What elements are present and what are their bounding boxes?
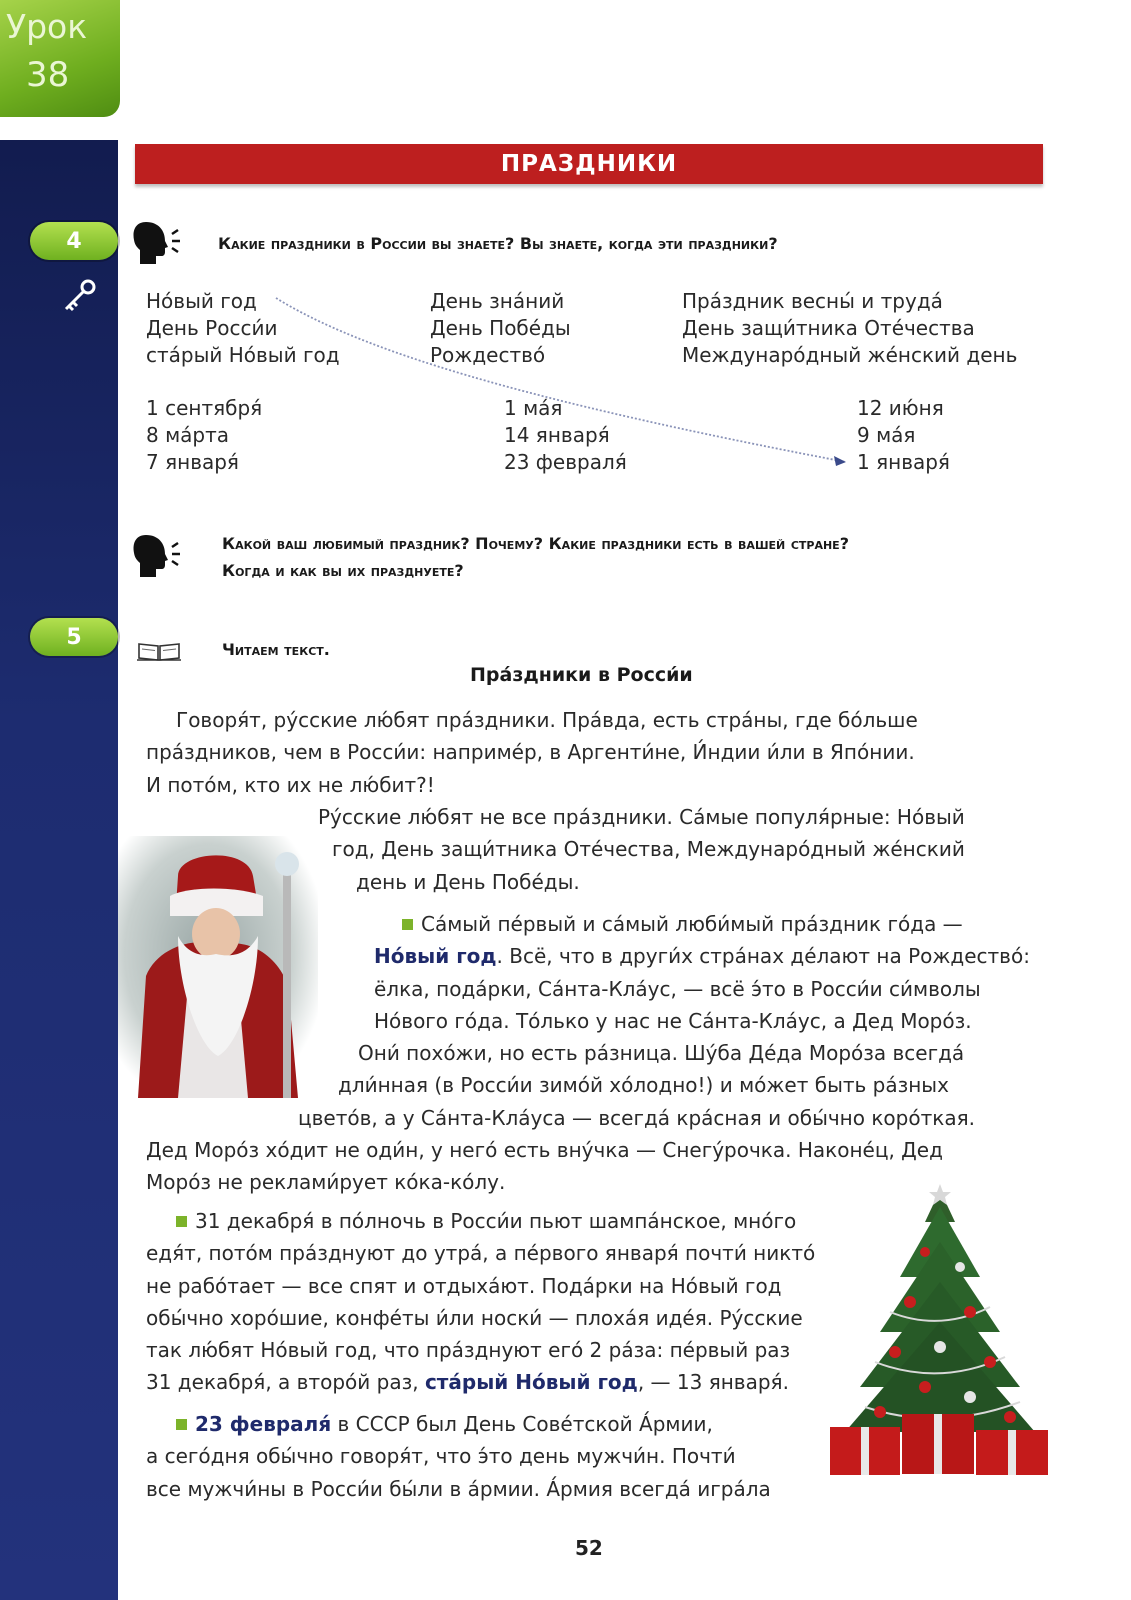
exercise-4-badge: 4 — [30, 222, 118, 260]
exercise-4-instruction: Какие праздники в России вы знаете? Вы знаете, когда эти праздники? — [218, 234, 778, 253]
date-item: 1 сентября́ — [146, 396, 263, 420]
date-item: 14 января́ — [504, 423, 610, 447]
holiday-item: ста́рый Но́вый год — [146, 343, 340, 367]
date-item: 7 января́ — [146, 450, 239, 474]
paragraph-1: Говоря́т, ру́сские лю́бят пра́здники. Пра́вда, есть стра́ны, где бо́льше пра́здников, чем в Росси́и: наприме́р, в Аргенти́не, И́ндии и́ли в Япо́нии. И пото́м, кто их не лю́бит?! — [146, 708, 918, 797]
bullet-marker — [176, 1216, 187, 1227]
holiday-item: Рождество́ — [430, 343, 546, 367]
page-title: ПРАЗДНИКИ — [500, 151, 678, 177]
holiday-item: День защи́тника Оте́чества — [682, 316, 975, 340]
date-item: 8 ма́рта — [146, 423, 230, 447]
paragraph-5: 23 февраля́ в СССР был День Сове́тской А́рмии, а сего́дня обы́чно говоря́т, что э́то день мужчи́н. Почти́ все мужчи́ны в Росси́и бы́ли в а́рмии. А́рмия всегда́ игра́ла — [146, 1412, 771, 1501]
holiday-item: Пра́здник весны́ и труда́ — [682, 289, 943, 313]
date-item: 12 ию́ня — [857, 396, 944, 420]
highlight-term: Но́вый год — [374, 944, 497, 969]
date-item: 1 января́ — [857, 450, 950, 474]
holiday-item: День Побе́ды — [430, 316, 571, 340]
highlight-term: 23 февраля́ — [195, 1412, 332, 1436]
lesson-number: 38 — [26, 55, 70, 95]
holiday-item: Междунаро́дный же́нский день — [682, 343, 1018, 367]
reading-title: Пра́здники в Росси́и — [470, 664, 693, 686]
paragraph-4: 31 декабря́ в по́лночь в Росси́и пьют шампа́нское, мно́го едя́т, пото́м пра́зднуют до утра́, а пе́рвого января́ почти́ никто́ не рабо́тает — все спят и отдыха́ют. Пода́рки на Но́вый год обы́чно хоро́шие, конфе́ты и́ли носки́ — плоха́я иде́я. Ру́сские так лю́бят Но́вый год, что пра́зднуют его́ 2 ра́за: пе́рвый раз 31 декабря́, а второ́й раз, ста́рый Но́вый год, — 13 января́. — [146, 1209, 816, 1395]
holiday-item: День зна́ний — [430, 289, 565, 313]
speaking-head-icon — [132, 533, 184, 579]
date-item: 9 ма́я — [857, 423, 916, 447]
bullet-marker — [402, 919, 413, 930]
exercise-5-badge: 5 — [30, 618, 118, 656]
date-item: 1 ма́я — [504, 396, 563, 420]
bullet-marker — [176, 1419, 187, 1430]
open-book-icon — [136, 638, 182, 664]
paragraph-2: Ру́сские лю́бят не все пра́здники. Са́мые популя́рные: Но́вый год, День защи́тника Оте́чества, Междунаро́дный же́нский день и День Побе́ды. — [318, 805, 965, 894]
example-arrow — [0, 0, 1131, 500]
holiday-item: Но́вый год — [146, 289, 257, 313]
date-item: 23 февраля́ — [504, 450, 627, 474]
exercise-5-instruction: Читаем текст. — [222, 640, 330, 659]
highlight-term: ста́рый Но́вый год — [424, 1370, 638, 1395]
exercise-4-question: Какой ваш любимый праздник? Почему? Какие праздники есть в вашей стране? Когда и как вы их празднуете? — [222, 534, 849, 580]
page-number: 52 — [575, 1536, 603, 1560]
christmas-tree-image — [830, 1182, 1050, 1482]
lesson-label: Урок — [6, 7, 88, 46]
holiday-item: День Росси́и — [146, 316, 278, 340]
paragraph-3: Са́мый пе́рвый и са́мый люби́мый пра́здник го́да — Но́вый год. Всё, что в други́х стра́нах де́лают на Рождество́: ёлка, пода́рки, Са́нта-Кла́ус, — всё э́то в Росси́и си́мволы Но́вого го́да. То́лько у нас не Са́нта-Кла́ус, а Дед Моро́з. Они́ похо́жи, но есть ра́зница. Шу́ба Де́да Моро́за всегда́ дли́нная (в Росси́и зимо́й хо́лодно!) и мо́жет быть ра́зных цвето́в, а у Са́нта-Кла́уса — всегда́ кра́сная и обы́чно коро́ткая. Дед Моро́з хо́дит не оди́н, у него́ есть вну́чка — Снегу́рочка. Наконе́ц, Дед Моро́з не реклами́рует ко́ка-ко́лу. — [146, 912, 1030, 1195]
